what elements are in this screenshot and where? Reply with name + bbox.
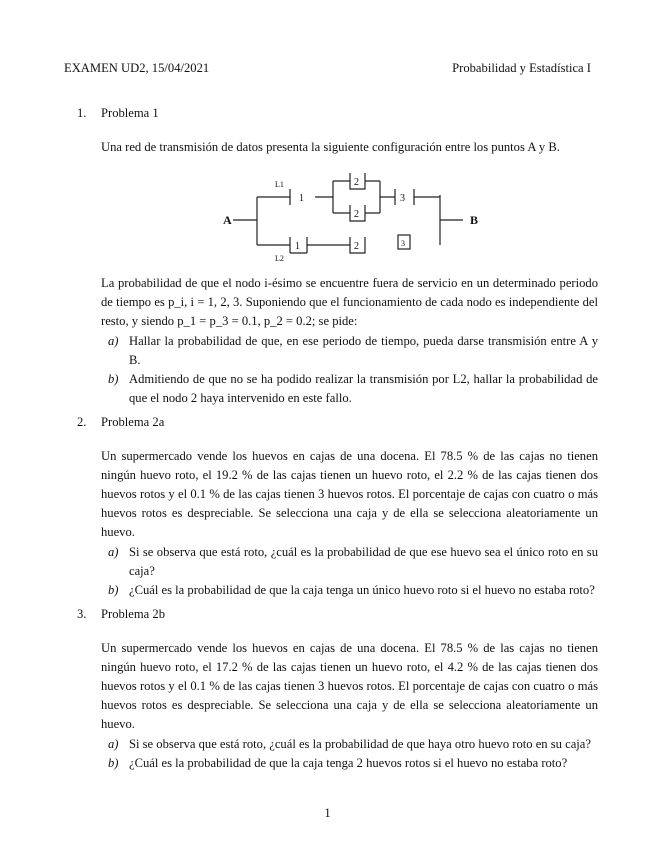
branch-l1-label: L1 [275, 180, 284, 189]
item-label: b) [108, 372, 119, 386]
node-1-lower: 1 [295, 241, 300, 252]
item-text: Admitiendo de que no se ha podido realizar la transmisión por L2, hallar la probabilidad de que el nodo 2 haya intervenido en este fallo. [129, 372, 598, 405]
problem-2-body [101, 447, 598, 600]
network-diagram [215, 165, 490, 265]
node-a-label: A [223, 213, 232, 227]
problem-1-items [101, 332, 598, 408]
problem-2-heading [77, 413, 598, 432]
problem-1-paragraph: La probabilidad de que el nodo i-ésimo se encuentre fuera de servicio en un determinado periodo de tiempo es p_i, i = 1, 2, 3. Suponiendo que el funcionamiento de cada nodo es independiente del resto, y siendo p_1 = p_3 = 0.1, p_2 = 0.2; se pide: [101, 276, 598, 328]
problem-1-heading [77, 104, 598, 123]
node-2-lower: 2 [354, 241, 359, 252]
problem-3 [77, 605, 598, 773]
branch-l2-label: L2 [275, 254, 284, 263]
problem-1-body [101, 138, 598, 408]
header-left: EXAMEN UD2, 15/04/2021 [64, 61, 210, 75]
problem-3-number: 3. [77, 607, 87, 621]
node-3-upper: 3 [400, 193, 405, 204]
problem-2-number: 2. [77, 415, 87, 429]
node-1-upper: 1 [299, 193, 304, 204]
node-2-bottom: 2 [354, 209, 359, 220]
item-label: a) [108, 545, 119, 559]
item-text: Si se observa que está roto, ¿cuál es la probabilidad de que haya otro huevo roto en su caja? [129, 737, 591, 751]
item-label: a) [108, 334, 119, 348]
wire-b [307, 195, 463, 253]
parallel-block [315, 173, 440, 221]
problem-1-title: Problema 1 [101, 106, 159, 120]
item-text: Si se observa que está roto, ¿cuál es la probabilidad de que ese huevo sea el único roto en su caja? [129, 545, 598, 578]
item-text: ¿Cuál es la probabilidad de que la caja tenga un único huevo roto si el huevo no estaba roto? [129, 583, 595, 597]
page-number: 1 [324, 806, 331, 820]
problem-3-body [101, 639, 598, 773]
problem-1-item-a [101, 332, 598, 370]
problem-2 [77, 413, 598, 600]
problem-3-title: Problema 2b [101, 607, 166, 621]
item-label: b) [108, 756, 119, 770]
problem-3-item-a [101, 735, 598, 754]
item-text: Hallar la probabilidad de que, en ese periodo de tiempo, pueda darse transmisión entre A y B. [129, 334, 598, 367]
problem-2-item-b [101, 581, 598, 600]
node-2-top: 2 [354, 177, 359, 188]
item-text: ¿Cuál es la probabilidad de que la caja tenga 2 huevos rotos si el huevo no estaba roto? [129, 756, 568, 770]
wire-a [233, 197, 290, 245]
problem-1-number: 1. [77, 106, 87, 120]
node-b-label: B [470, 213, 479, 227]
problem-3-items [101, 735, 598, 773]
header-right: Probabilidad y Estadística I [452, 61, 591, 75]
problem-2-items [101, 543, 598, 600]
item-label: a) [108, 737, 119, 751]
problem-1 [77, 104, 598, 408]
problem-3-paragraph: Un supermercado vende los huevos en cajas de una docena. El 78.5 % de las cajas no tienen ningún huevo roto, el 17.2 % de las cajas tienen un huevo roto, el 4.2 % de las cajas tienen dos huevos rotos y el 0.1 % de las cajas tienen 3 huevos rotos. El porcentaje de cajas con cuatro o más huevos rotos es despreciable. Se selecciona una caja y de ella se selecciona aleatoriamente un huevo. [101, 641, 598, 731]
problem-3-item-b [101, 754, 598, 773]
problem-2-paragraph: Un supermercado vende los huevos en cajas de una docena. El 78.5 % de las cajas no tienen ningún huevo roto, el 19.2 % de las cajas tienen un huevo roto, el 2.2 % de las cajas tienen dos huevos rotos y el 0.1 % de las cajas tienen 3 huevos rotos. El porcentaje de cajas con cuatro o más huevos rotos es despreciable. Se selecciona una caja y de ella se selecciona aleatoriamente un huevo. [101, 449, 598, 539]
item-label: b) [108, 583, 119, 597]
node-3-lower: 3 [401, 239, 405, 248]
problem-1-intro: Una red de transmisión de datos presenta la siguiente configuración entre los puntos A y B. [101, 140, 560, 154]
problem-3-heading [77, 605, 598, 624]
problem-2-title: Problema 2a [101, 415, 165, 429]
problem-1-item-b [101, 370, 598, 408]
problem-2-item-a [101, 543, 598, 581]
